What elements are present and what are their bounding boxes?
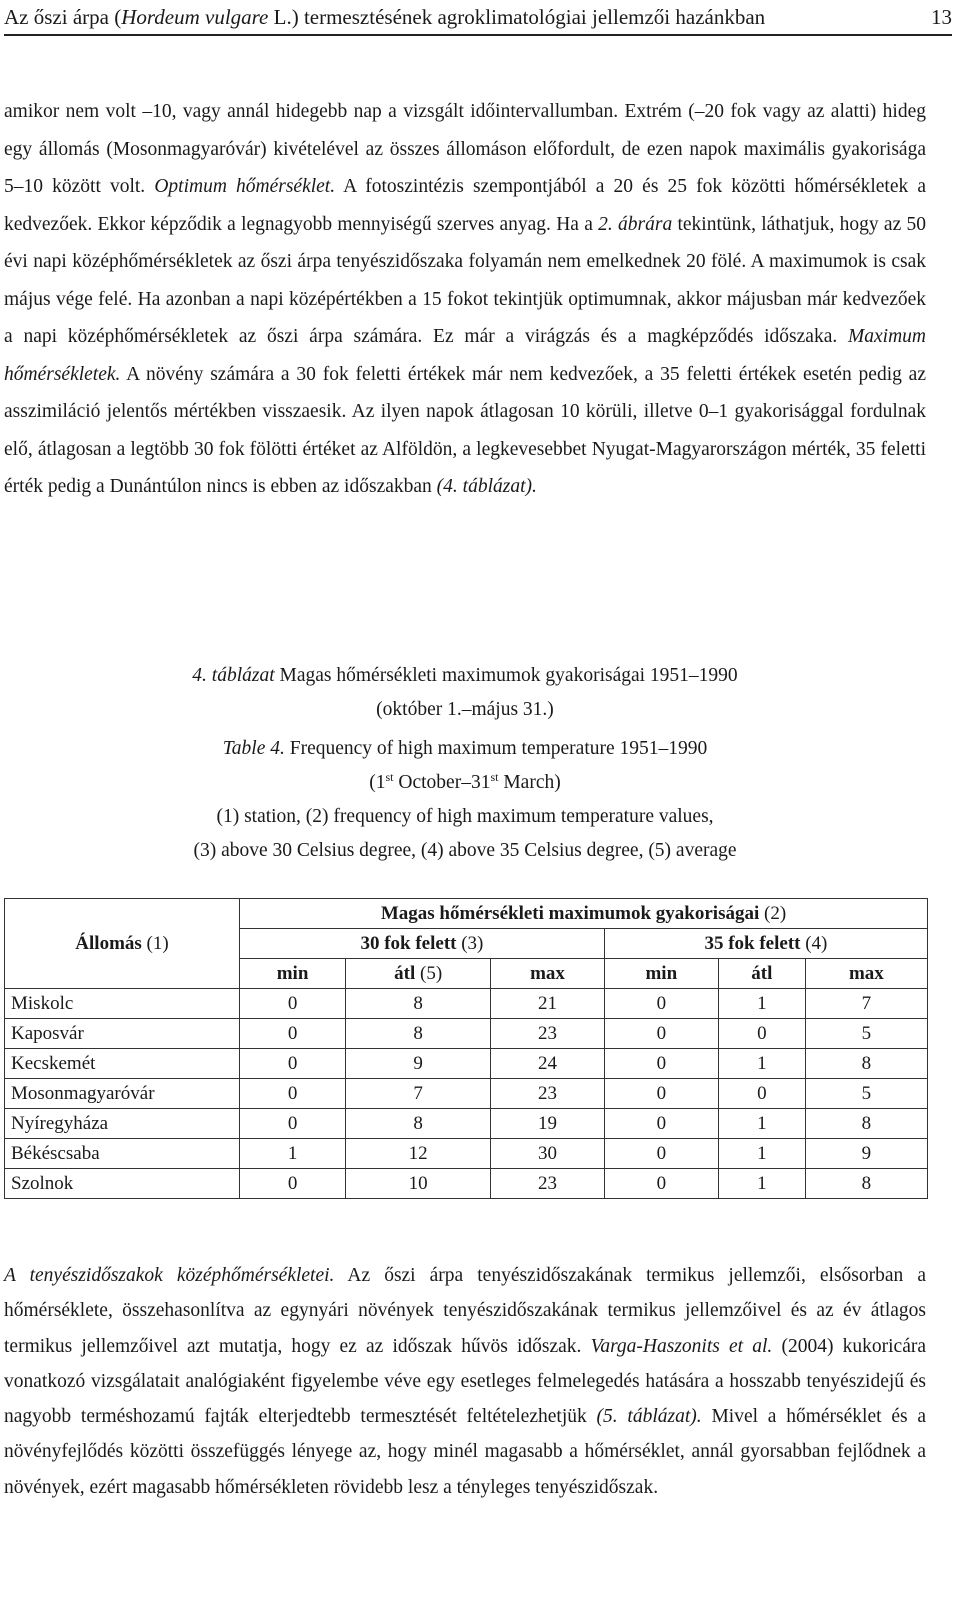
table-cell: 0 [240, 989, 346, 1019]
station-name: Mosonmagyaróvár [5, 1079, 240, 1109]
station-name: Békéscsaba [5, 1139, 240, 1169]
table-cell: 9 [346, 1049, 491, 1079]
table-cell: 1 [718, 1049, 805, 1079]
table-cell: 0 [604, 1169, 718, 1199]
table-row [5, 1049, 928, 1079]
table-cell: 5 [805, 1079, 927, 1109]
table-cell: 12 [346, 1139, 491, 1169]
figure-reference: 2. ábrára [598, 213, 673, 235]
table-cell: 8 [805, 1169, 927, 1199]
table-cell: 8 [346, 1109, 491, 1139]
table-cell: 0 [240, 1019, 346, 1049]
table-cell: 0 [718, 1079, 805, 1109]
page-number: 13 [931, 5, 952, 29]
table-cell: 1 [718, 989, 805, 1019]
data-table [4, 898, 928, 1199]
table-cell: 0 [240, 1169, 346, 1199]
caption-label: 4. táblázat [192, 665, 275, 686]
table-cell: 0 [604, 1109, 718, 1139]
subheading-maximum: Maximum hőmérsékletek. [4, 326, 926, 385]
col-max-35: max [805, 959, 927, 989]
table-cell: 7 [346, 1079, 491, 1109]
table-cell: 8 [805, 1049, 927, 1079]
table-cell: 8 [805, 1109, 927, 1139]
table-cell: 23 [491, 1019, 605, 1049]
caption-label: Table 4. [222, 738, 285, 759]
citation: Varga-Haszonits et al. [590, 1335, 773, 1357]
col-min-30: min [240, 959, 346, 989]
body-paragraph-1: amikor nem volt –10, vagy annál hidegebb nap a vizsgált időintervallumban. Extrém (–20 fok vagy az alatti) hideg egy állomás (Mosonmagyaróvár) kivételével az összes állomáson előfordult, de ezen napok maximális gyakorisága 5–10 között volt. Optimum hőmérséklet. A fotoszintézis szempontjából a 20 és 25 fok közötti hőmérsékletek a kedvezőek. Ekkor képződik a legnagyobb mennyiségű szerves anyag. Ha a 2. ábrára tekintünk, láthatjuk, hogy az 50 évi napi középhőmérsékletek az őszi árpa tenyészidőszaka folyamán nem emelkednek 20 fölé. A maximumok is csak május vége felé. Ha azonban a napi középértékben a 15 fokot tekintjük optimumnak, akkor májusban már kedvezőek a napi középhőmérsékletek az őszi árpa számára. Ez már a virágzás és a magképződés időszaka. Maximum hőmérsékletek. A növény számára a 30 fok feletti értékek már nem kedvezőek, a 35 feletti értékek esetén pedig az asszimiláció jelentős mértékben visszaesik. Az ilyen napok átlagosan 10 körüli, illetve 0–1 gyakorisággal fordulnak elő, átlagosan a legtöbb 30 fok fölötti értéket az Alföldön, a legkevesebbet Nyugat-Magyarországon mérték, 35 feletti érték pedig a Dunántúlon nincs is ebben az időszakban (4. táblázat). [4, 101, 927, 497]
col-min-35: min [604, 959, 718, 989]
table-cell: 5 [805, 1019, 927, 1049]
running-header [4, 4, 956, 30]
station-name: Miskolc [5, 989, 240, 1019]
above-35-header: 35 fok felett (4) [604, 929, 927, 959]
above-30-header: 30 fok felett (3) [240, 929, 605, 959]
table-cell: 0 [240, 1109, 346, 1139]
station-name: Kaposvár [5, 1019, 240, 1049]
col-max-30: max [491, 959, 605, 989]
table-cell: 0 [240, 1049, 346, 1079]
table-row [5, 1019, 928, 1049]
table-caption-english: Table 4. Frequency of high maximum temperature 1951–1990 (1st October–31st March) (1) station, (2) frequency of high maximum temperature values, (3) above 30 Celsius degree, (4) above 35 Celsius degree, (5) average [193, 738, 737, 861]
header-rule [4, 34, 952, 36]
table-cell: 1 [718, 1109, 805, 1139]
table-caption-hungarian: 4. táblázat Magas hőmérsékleti maximumok gyakoriságai 1951–1990 (október 1.–május 31.) [192, 665, 738, 720]
table-cell: 0 [604, 989, 718, 1019]
table-row [5, 1109, 928, 1139]
table-cell: 1 [718, 1139, 805, 1169]
group-header: Magas hőmérsékleti maximumok gyakoriságai (2) [240, 899, 928, 929]
table-cell: 21 [491, 989, 605, 1019]
table-cell: 19 [491, 1109, 605, 1139]
table-cell: 7 [805, 989, 927, 1019]
table-cell: 0 [240, 1079, 346, 1109]
subheading-optimum: Optimum hőmérséklet. [154, 176, 336, 197]
station-name: Szolnok [5, 1169, 240, 1199]
table-cell: 23 [491, 1169, 605, 1199]
body-paragraph-2: A tenyészidőszakok középhőmérsékletei. Az őszi árpa tenyészidőszakának termikus jellemzői, elsősorban a hőmérséklete, összehasonlítva az egynyári növények tenyészidőszakának termikus jellemzőivel és az év átlagos termikus jellemzőivel azt mutatja, hogy ez az időszak hűvös időszak. Varga-Haszonits et al. (2004) kukoricára vonatkozó vizsgálatait analógiaként figyelembe véve egy esetleges felmelegedés hatására a hosszabb tenyészidejű és nagyobb terméshozamú fajták elterjedtebb termesztését feltételezhetjük (5. táblázat). Mivel a hőmérséklet és a növényfejlődés közötti összefüggés lényege az, hogy minél magasabb a hőmérséklet, annál gyorsabban fejlődnek a növények, ezért magasabb hőmérsékleten rövidebb lesz a tényleges tenyészidőszak. [4, 1265, 926, 1498]
table-reference: (5. táblázat). [596, 1406, 702, 1428]
table-cell: 1 [718, 1169, 805, 1199]
table-cell: 0 [604, 1079, 718, 1109]
table-cell: 30 [491, 1139, 605, 1169]
table-row [5, 1079, 928, 1109]
station-header: Állomás (1) [5, 899, 240, 989]
table-row [5, 989, 928, 1019]
table-cell: 0 [604, 1139, 718, 1169]
table-cell: 23 [491, 1079, 605, 1109]
table-cell: 8 [346, 1019, 491, 1049]
table-cell: 0 [718, 1019, 805, 1049]
station-name: Nyíregyháza [5, 1109, 240, 1139]
running-title: Az őszi árpa (Hordeum vulgare L.) termesztésének agroklimatológiai jellemzői hazánkban [4, 5, 766, 29]
table-cell: 10 [346, 1169, 491, 1199]
table-cell: 0 [604, 1049, 718, 1079]
subheading-growing-season: A tenyészidőszakok középhőmérsékletei. [4, 1265, 335, 1286]
table-cell: 9 [805, 1139, 927, 1169]
table-cell: 0 [604, 1019, 718, 1049]
station-name: Kecskemét [5, 1049, 240, 1079]
table-row [5, 1169, 928, 1199]
table-reference: (4. táblázat). [436, 476, 537, 497]
table-cell: 24 [491, 1049, 605, 1079]
table-cell: 1 [240, 1139, 346, 1169]
col-avg-30: átl (5) [346, 959, 491, 989]
table-row [5, 1139, 928, 1169]
table-cell: 8 [346, 989, 491, 1019]
col-avg-35: átl [718, 959, 805, 989]
